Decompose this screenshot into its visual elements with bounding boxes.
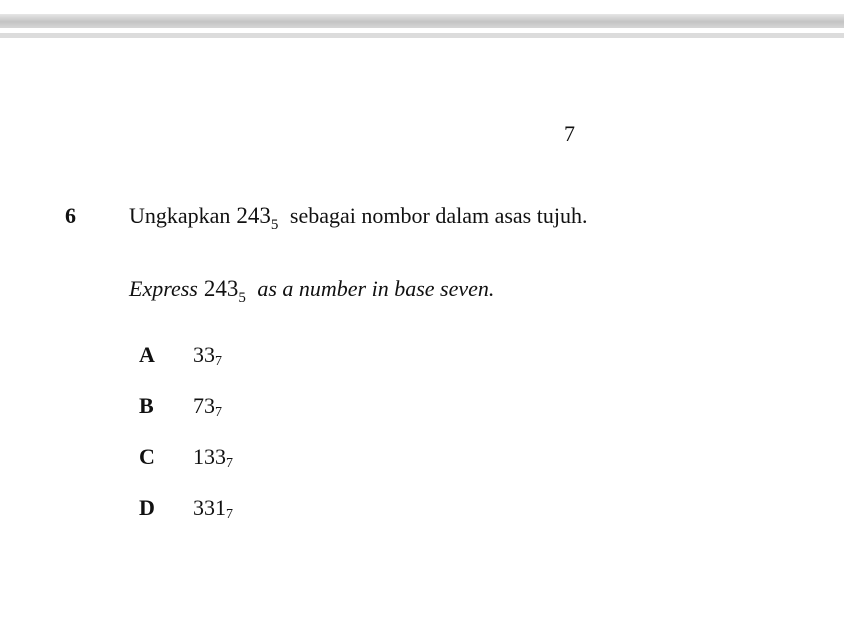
malay-number-expression (236, 203, 279, 233)
option-base: 7 (215, 405, 222, 420)
option-letter: A (139, 342, 155, 367)
option-base: 7 (226, 456, 233, 471)
page-number: 7 (564, 121, 575, 146)
option-value: 133 (193, 444, 226, 469)
english-number-expression (203, 276, 246, 306)
malay-base-subscript: 5 (270, 217, 279, 233)
option-d[interactable] (139, 495, 233, 521)
top-border (0, 0, 844, 44)
option-a[interactable] (139, 342, 222, 368)
english-base-subscript: 5 (238, 290, 246, 306)
header-rule (0, 33, 844, 38)
english-number: 243 (203, 276, 239, 301)
option-base: 7 (215, 354, 222, 369)
option-letter: B (139, 393, 154, 418)
malay-number: 243 (236, 203, 271, 228)
malay-text-before: Ungkapkan (129, 203, 231, 228)
option-value: 73 (193, 393, 215, 418)
option-letter: D (139, 495, 155, 520)
option-base: 7 (226, 507, 233, 522)
option-letter: C (139, 444, 155, 469)
question-text-english (129, 276, 495, 306)
malay-text-after: sebagai nombor dalam asas tujuh. (289, 203, 588, 228)
option-b[interactable] (139, 393, 222, 419)
english-text-after: as a number in base seven. (257, 276, 495, 301)
header-bar (0, 14, 844, 28)
question-number: 6 (65, 203, 76, 228)
question-text-malay (129, 203, 588, 233)
english-text-before: Express (129, 276, 198, 301)
option-value: 33 (193, 342, 215, 367)
option-c[interactable] (139, 444, 233, 470)
option-value: 331 (193, 495, 226, 520)
